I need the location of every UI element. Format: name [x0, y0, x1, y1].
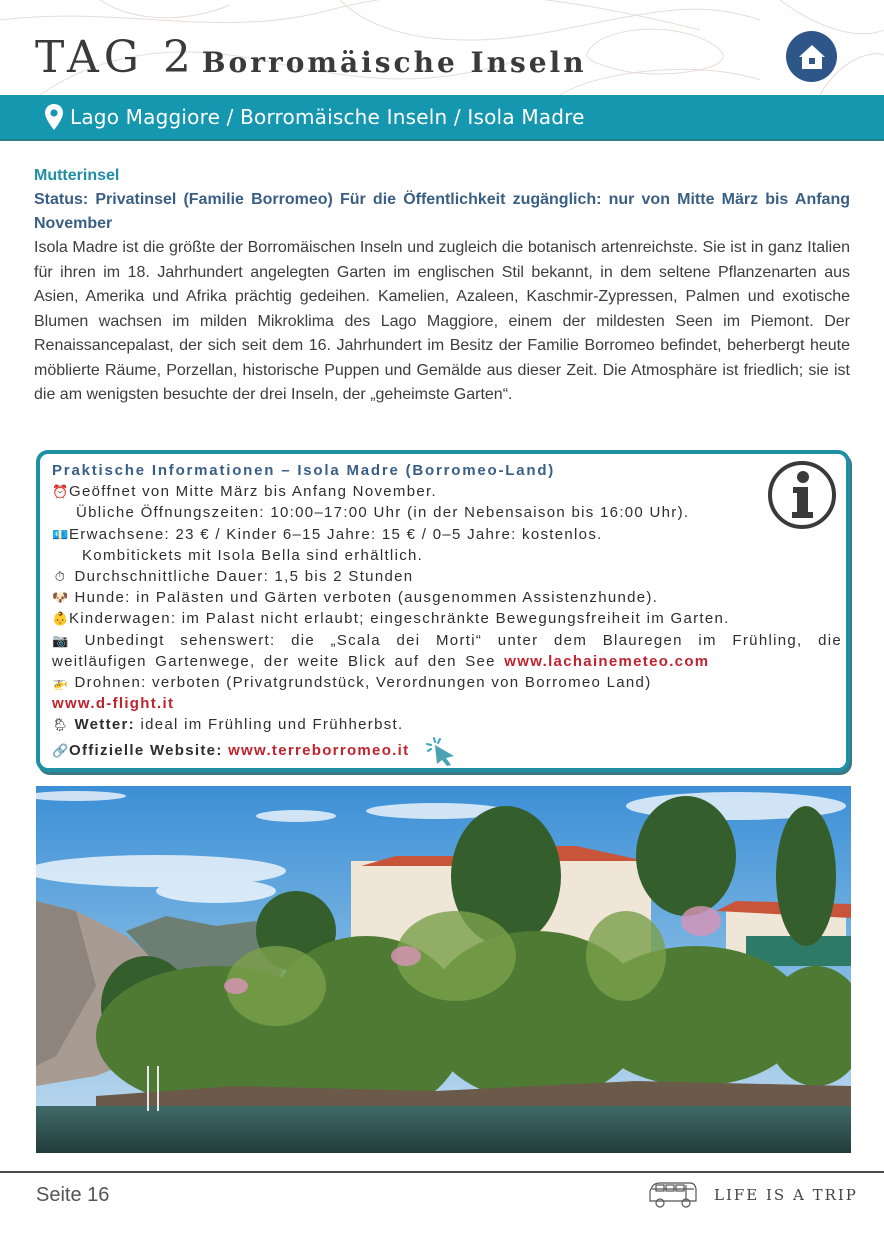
- info-weather: [52, 714, 842, 735]
- terreborromeo-link[interactable]: www.terreborromeo.it: [228, 741, 410, 759]
- day-label: TAG 2: [35, 32, 196, 83]
- brand-name: LIFE IS A TRIP: [714, 1186, 858, 1204]
- info-drones: [52, 672, 842, 693]
- alarm-clock-icon: ⏰: [52, 484, 70, 500]
- info-prices: [52, 524, 842, 545]
- baby-icon: 👶: [52, 611, 70, 627]
- intro-section: [34, 164, 850, 408]
- duration-text: Durchschnittliche Dauer: 1,5 bis 2 Stunden: [74, 568, 414, 586]
- status-text: Status: Privatinsel (Familie Borromeo) Für die Öffentlichkeit zugänglich: nur von Mitte März bis Anfang November: [34, 191, 850, 232]
- d-flight-link[interactable]: www.d-flight.it: [52, 695, 175, 713]
- practical-info-box: [36, 450, 850, 772]
- footer-divider: [0, 1171, 884, 1173]
- stopwatch-icon: ⏱: [54, 569, 67, 585]
- prices-text: Erwachsene: 23 € / Kinder 6–15 Jahre: 15 € / 0–5 Jahre: kostenlos.: [69, 525, 603, 543]
- info-sights: [52, 630, 842, 672]
- info-stroller: [52, 608, 842, 629]
- section-title: Borromäische Inseln: [201, 46, 587, 79]
- weather-label: Wetter:: [74, 716, 135, 734]
- breadcrumb: Lago Maggiore / Borromäische Inseln / Isola Madre: [70, 105, 585, 129]
- camera-icon: 📷: [52, 632, 70, 648]
- description-paragraph: Isola Madre ist die größte der Borromäischen Inseln und zugleich die botanisch artenreichste. Sie ist in ganz Italien für ihren im 18. Jahrhundert angelegten Garten im englischen Stil bekannt, in dem seltene Pflanzenarten aus Asien, Amerika und Afrika prächtig gedeihen. Kamelien, Azaleen, Kaschmir-Zypressen, Palmen und exotische Blumen wachsen im milden Mikroklima des Lago Maggiore, einem der mildesten Seen im Piemont. Der Renaissancepalast, der sich seit dem 16. Jahrhundert im Besitz der Familie Borromeo befindet, beherbergt heute möblierte Räume, Porzellan, historische Puppen und Gemälde aus dieser Zeit. Die Atmosphäre ist friedlich; sie ist die am wenigsten besuchte der drei Inseln, der „geheimste Garten“.: [34, 239, 850, 403]
- home-icon: [797, 43, 827, 71]
- sights-text: Unbedingt sehenswert: die „Scala dei Morti“ unter dem Blauregen im Frühling, die weitläufigen Gartenwege, der weite Blick auf den See: [52, 631, 842, 670]
- info-icon: [767, 460, 837, 530]
- home-button[interactable]: [786, 31, 837, 82]
- click-cursor-icon: [425, 736, 459, 766]
- location-pin-icon: [44, 103, 64, 131]
- info-title: Praktische Informationen – Isola Madre (Borromeo-Land): [52, 462, 556, 479]
- weather-text: ideal im Frühling und Frühherbst.: [140, 716, 404, 734]
- opening-text: Geöffnet von Mitte März bis Anfang November.: [69, 483, 437, 501]
- info-duration: [52, 566, 842, 587]
- helicopter-icon: 🚁: [52, 675, 70, 691]
- website-label: Offizielle Website:: [69, 741, 223, 759]
- page-number: Seite 16: [36, 1184, 110, 1206]
- weather-icon: 🌦: [52, 717, 70, 733]
- van-icon: [648, 1181, 698, 1209]
- page-header: [0, 0, 884, 95]
- stroller-text: Kinderwagen: im Palast nicht erlaubt; eingeschränkte Bewegungsfreiheit im Garten.: [69, 610, 730, 628]
- info-website: [52, 736, 842, 766]
- dogs-text: Hunde: in Palästen und Gärten verboten (ausgenommen Assistenzhunde).: [74, 589, 659, 607]
- page-title: [35, 32, 587, 83]
- section-heading: Mutterinsel: [34, 167, 120, 184]
- landscape-image: [36, 786, 851, 1153]
- info-dogs: [52, 587, 842, 608]
- ticket-icon: 💶: [52, 526, 70, 542]
- opening-hours: Übliche Öffnungszeiten: 10:00–17:00 Uhr (in der Nebensaison bis 16:00 Uhr).: [76, 504, 690, 522]
- breadcrumb-bar: [0, 95, 884, 141]
- dog-icon: 🐶: [52, 590, 70, 606]
- link-icon: 🔗: [52, 742, 70, 758]
- brand-logo: [648, 1181, 858, 1209]
- drones-text: Drohnen: verboten (Privatgrundstück, Verordnungen von Borromeo Land): [74, 674, 652, 692]
- combi-ticket-text: Kombitickets mit Isola Bella sind erhältlich.: [82, 546, 424, 564]
- lachainemeteo-link[interactable]: www.lachainemeteo.com: [504, 652, 710, 670]
- info-opening: [52, 481, 842, 502]
- isola-madre-photo: [36, 786, 851, 1153]
